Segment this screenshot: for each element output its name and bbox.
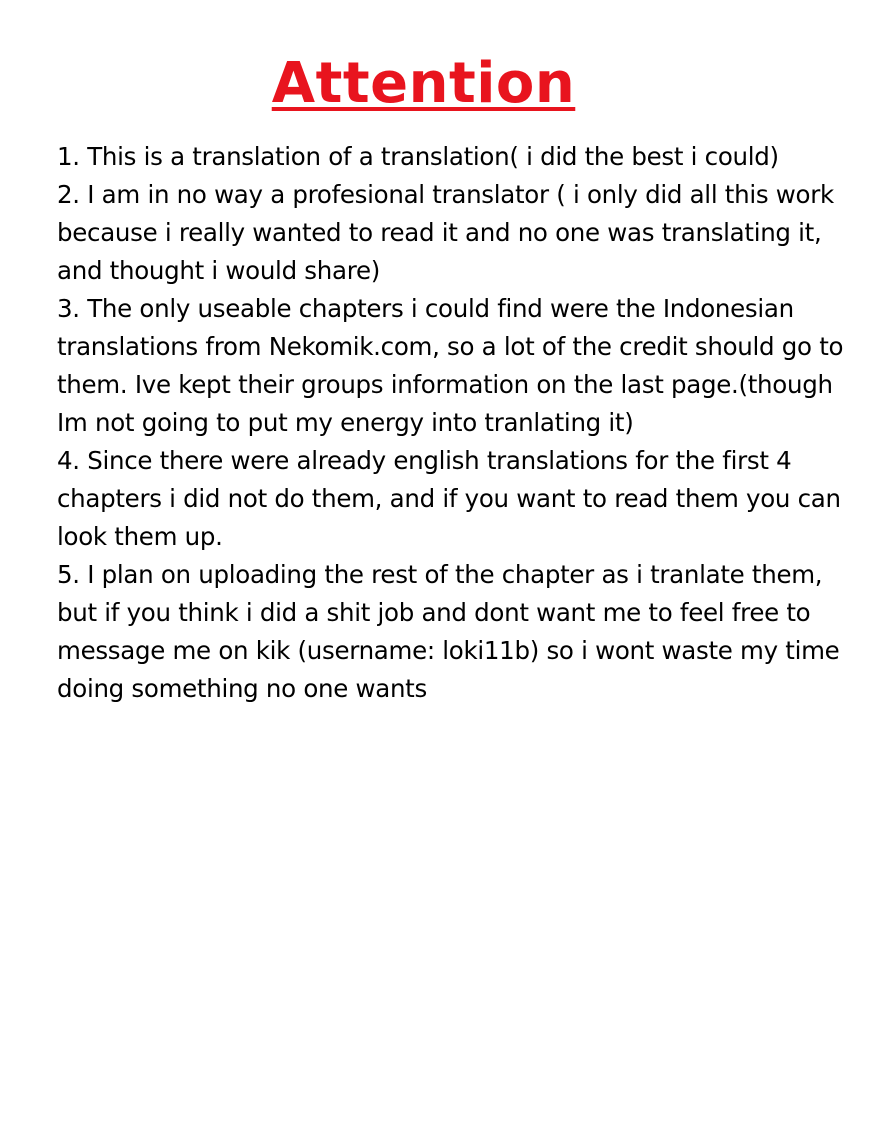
notes-list bbox=[57, 138, 847, 708]
title-container bbox=[0, 52, 847, 116]
page-title: Attention bbox=[271, 51, 576, 116]
note-item: 5. I plan on uploading the rest of the chapter as i tranlate them, but if you think i did a shit job and dont want me to feel free to message me on kik (username: loki11b) so i wont waste my time doing something no one wants bbox=[57, 560, 840, 703]
note-item: 4. Since there were already english translations for the first 4 chapters i did not do them, and if you want to read them you can look them up. bbox=[57, 446, 841, 551]
note-item: 3. The only useable chapters i could find were the Indonesian translations from Nekomik.com, so a lot of the credit should go to them. Ive kept their groups information on the last page.(though Im not going to put my energy into tranlating it) bbox=[57, 294, 844, 437]
note-item: 1. This is a translation of a translation( i did the best i could) bbox=[57, 142, 779, 171]
note-item: 2. I am in no way a profesional translator ( i only did all this work because i really wanted to read it and no one was translating it, and thought i would share) bbox=[57, 180, 834, 285]
